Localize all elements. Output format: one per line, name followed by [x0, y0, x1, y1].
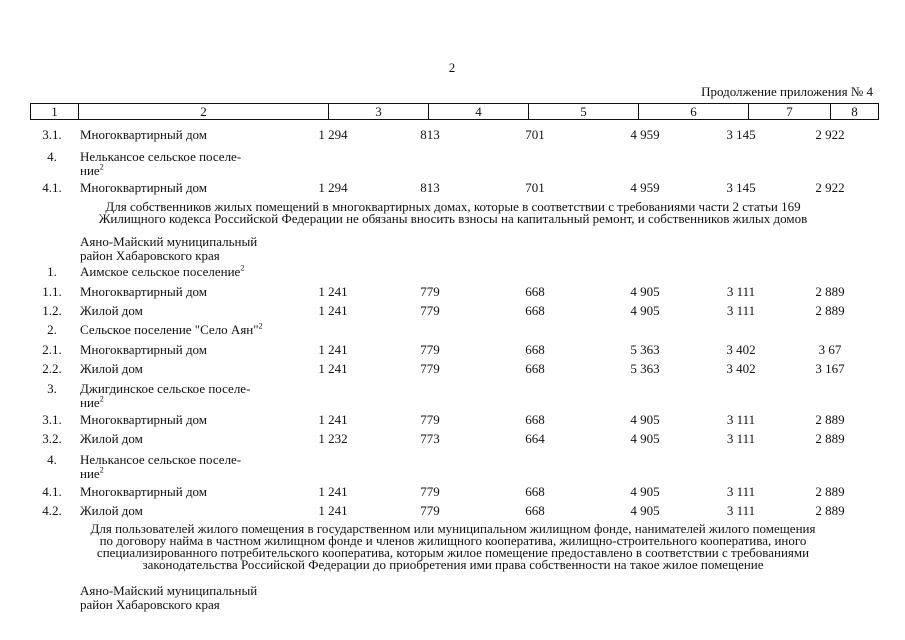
- column-header-5: 5: [529, 104, 639, 120]
- row-label-text: Жилой дом: [80, 361, 143, 376]
- row-number: 4.: [47, 452, 57, 467]
- value-cell-col-3: 1 241: [318, 412, 348, 427]
- value-cell-col-6: 4 905: [630, 484, 660, 499]
- footnote-marker: 2: [99, 162, 104, 172]
- value-cell-col-7: 3 402: [726, 361, 756, 376]
- row-label-text: Жилой дом: [80, 431, 143, 446]
- value-cell-col-8: 2 889: [815, 484, 845, 499]
- row-label-text: Нелькансое сельское поселе-: [80, 452, 242, 467]
- column-header-1: 1: [31, 104, 79, 120]
- row-label: [80, 504, 143, 518]
- value-cell-col-5: 664: [525, 431, 545, 446]
- row-label-text: Аимское сельское поселение: [80, 264, 241, 279]
- row-number: 1.1.: [42, 284, 62, 299]
- row-label-text: Многоквартирный дом: [80, 127, 208, 142]
- row-number: 3.: [47, 381, 57, 396]
- column-header-table: [30, 103, 879, 120]
- value-cell-col-5: 668: [525, 303, 545, 318]
- row-label: [80, 343, 207, 357]
- row-number: 1.: [47, 264, 57, 279]
- value-cell-col-6: 4 905: [630, 284, 660, 299]
- column-header-8: 8: [831, 104, 879, 120]
- row-number: 4.1.: [42, 180, 62, 195]
- section-heading-line: Для пользователей жилого помещения в государственном или муниципальном жилищном фонде, нанимателей жилого помещения: [90, 521, 816, 536]
- value-cell-col-6: 4 905: [630, 431, 660, 446]
- value-cell-col-6: 4 905: [630, 412, 660, 427]
- row-label-text: Жилой дом: [80, 503, 143, 518]
- value-cell-col-3: 1 294: [318, 127, 348, 142]
- row-label-text: Жилой дом: [80, 303, 143, 318]
- value-cell-col-5: 668: [525, 503, 545, 518]
- row-number: 4.: [47, 149, 57, 164]
- value-cell-col-3: 1 232: [318, 431, 348, 446]
- row-number: 1.2.: [42, 303, 62, 318]
- value-cell-col-3: 1 241: [318, 342, 348, 357]
- footnote-marker: 2: [240, 263, 245, 273]
- row-number: 2.2.: [42, 361, 62, 376]
- value-cell-col-8: 3 167: [815, 361, 845, 376]
- row-number: 2.: [47, 322, 57, 337]
- value-cell-col-6: 5 363: [630, 361, 660, 376]
- row-label: [80, 128, 207, 142]
- value-cell-col-4: 779: [420, 303, 440, 318]
- column-header-3: 3: [329, 104, 429, 120]
- continuation-note: Продолжение приложения № 4: [701, 84, 873, 99]
- row-label-text: Нелькансое сельское поселе-: [80, 149, 242, 164]
- row-label: [80, 413, 207, 427]
- row-number: 4.2.: [42, 503, 62, 518]
- value-cell-col-6: 4 905: [630, 303, 660, 318]
- value-cell-col-3: 1 294: [318, 180, 348, 195]
- value-cell-col-4: 779: [420, 412, 440, 427]
- row-label: [80, 584, 257, 612]
- value-cell-col-5: 668: [525, 484, 545, 499]
- page-number: 2: [448, 60, 456, 75]
- value-cell-col-8: 2 922: [815, 180, 845, 195]
- section-heading-line: Жилищного кодекса Российской Федерации не обязаны вносить взносы на капитальный ремонт, и собственников жилых домов: [98, 211, 808, 226]
- value-cell-col-3: 1 241: [318, 361, 348, 376]
- value-cell-col-3: 1 241: [318, 484, 348, 499]
- row-number: 3.1.: [42, 127, 62, 142]
- value-cell-col-5: 668: [525, 284, 545, 299]
- value-cell-col-3: 1 241: [318, 303, 348, 318]
- row-label-text: Аяно-Майский муниципальный: [80, 583, 258, 598]
- value-cell-col-4: 779: [420, 361, 440, 376]
- row-label-continuation: ние: [80, 163, 100, 178]
- row-number: 3.1.: [42, 412, 62, 427]
- value-cell-col-5: 668: [525, 342, 545, 357]
- value-cell-col-4: 779: [420, 503, 440, 518]
- value-cell-col-4: 779: [420, 342, 440, 357]
- value-cell-col-5: 701: [525, 180, 545, 195]
- column-header-4: 4: [429, 104, 529, 120]
- value-cell-col-7: 3 111: [726, 484, 756, 499]
- value-cell-col-7: 3 111: [726, 303, 756, 318]
- footnote-marker: 2: [99, 465, 104, 475]
- row-label-text: Многоквартирный дом: [80, 412, 208, 427]
- value-cell-col-7: 3 111: [726, 412, 756, 427]
- row-label-continuation: район Хабаровского края: [80, 248, 220, 263]
- value-cell-col-5: 668: [525, 412, 545, 427]
- column-header-7: 7: [749, 104, 831, 120]
- value-cell-col-4: 779: [420, 284, 440, 299]
- value-cell-col-7: 3 111: [726, 503, 756, 518]
- value-cell-col-6: 4 959: [630, 180, 660, 195]
- section-heading-line: специализированного потребительского кооператива, которым жилое помещение предоставлено в соответствии с требованиями: [96, 545, 810, 560]
- row-label: [80, 362, 143, 376]
- row-label-text: Аяно-Майский муниципальный: [80, 234, 258, 249]
- row-label: [80, 453, 241, 481]
- row-label: [80, 181, 207, 195]
- value-cell-col-4: 779: [420, 484, 440, 499]
- value-cell-col-7: 3 111: [726, 431, 756, 446]
- column-header-2: 2: [79, 104, 329, 120]
- value-cell-col-6: 5 363: [630, 342, 660, 357]
- row-label: [80, 285, 207, 299]
- value-cell-col-8: 3 67: [818, 342, 842, 357]
- section-heading-line: по договору найма в частном жилищном фонде и членов жилищного кооператива, жилищно-строительного кооператива, иного: [99, 533, 807, 548]
- row-label: [80, 265, 244, 279]
- value-cell-col-7: 3 145: [726, 127, 756, 142]
- section-heading-line: законодательства Российской Федерации до приобретения ими права собственности на такое жилое помещение: [142, 557, 764, 572]
- row-number: 2.1.: [42, 342, 62, 357]
- row-label-continuation: район Хабаровского края: [80, 597, 220, 612]
- value-cell-col-8: 2 889: [815, 303, 845, 318]
- row-label-text: Многоквартирный дом: [80, 484, 208, 499]
- footnote-marker: 2: [258, 321, 263, 331]
- value-cell-col-5: 701: [525, 127, 545, 142]
- section-heading-line: Для собственников жилых помещений в многоквартирных домах, которые в соответствии с требованиями части 2 статьи 169: [105, 199, 801, 214]
- value-cell-col-7: 3 402: [726, 342, 756, 357]
- row-label-text: Многоквартирный дом: [80, 284, 208, 299]
- value-cell-col-7: 3 145: [726, 180, 756, 195]
- value-cell-col-4: 813: [420, 127, 440, 142]
- row-label: [80, 235, 257, 263]
- value-cell-col-8: 2 889: [815, 412, 845, 427]
- value-cell-col-8: 2 889: [815, 431, 845, 446]
- row-label-continuation: ние: [80, 466, 100, 481]
- value-cell-col-5: 668: [525, 361, 545, 376]
- row-label-text: Многоквартирный дом: [80, 342, 208, 357]
- row-label: [80, 323, 263, 337]
- section-heading-paragraph: [28, 523, 878, 571]
- row-number: 3.2.: [42, 431, 62, 446]
- value-cell-col-7: 3 111: [726, 284, 756, 299]
- footnote-marker: 2: [99, 394, 104, 404]
- row-label: [80, 304, 143, 318]
- value-cell-col-6: 4 959: [630, 127, 660, 142]
- row-label: [80, 150, 241, 178]
- section-heading-paragraph: [28, 201, 878, 225]
- row-label-continuation: ние: [80, 395, 100, 410]
- value-cell-col-4: 813: [420, 180, 440, 195]
- value-cell-col-6: 4 905: [630, 503, 660, 518]
- value-cell-col-8: 2 889: [815, 284, 845, 299]
- row-number: 4.1.: [42, 484, 62, 499]
- value-cell-col-4: 773: [420, 431, 440, 446]
- value-cell-col-8: 2 889: [815, 503, 845, 518]
- value-cell-col-3: 1 241: [318, 503, 348, 518]
- row-label: [80, 382, 250, 410]
- row-label: [80, 432, 143, 446]
- row-label-text: Сельское поселение "Село Аян": [80, 322, 259, 337]
- row-label-text: Многоквартирный дом: [80, 180, 208, 195]
- row-label-text: Джигдинское сельское поселе-: [80, 381, 251, 396]
- row-label: [80, 485, 207, 499]
- column-header-6: 6: [639, 104, 749, 120]
- value-cell-col-8: 2 922: [815, 127, 845, 142]
- value-cell-col-3: 1 241: [318, 284, 348, 299]
